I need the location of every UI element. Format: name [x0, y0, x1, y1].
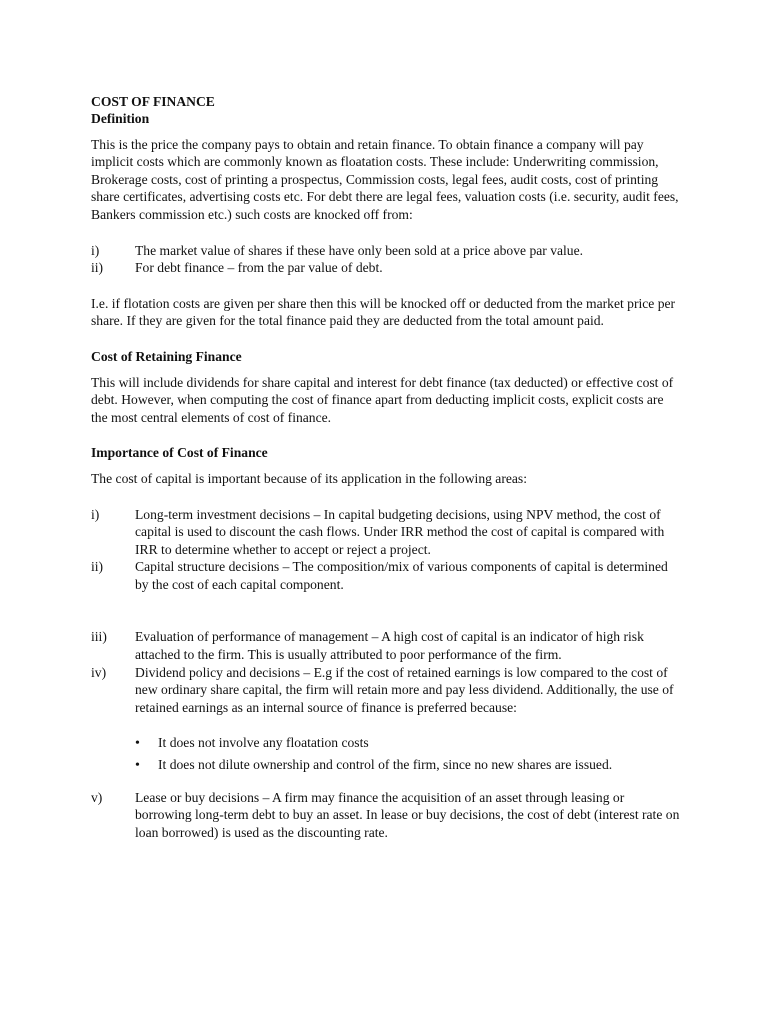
list-item-text: Evaluation of performance of management – A high cost of capital is an indicator of high risk attached to the firm. This is usually attributed to poor performance of the firm. [135, 629, 644, 663]
list-item-number: iii) [91, 629, 107, 645]
list-item [91, 506, 683, 559]
list-item-number: ii) [91, 559, 104, 575]
bullet-icon [135, 734, 158, 753]
definition-paragraph: This is the price the company pays to obtain and retain finance. To obtain finance a company will pay implicit costs which are commonly known as floatation costs. These include: Underwriting commission, Brokerage costs, cost of printing a prospectus, Commission costs, legal fees, audit costs, cost of printing share certificates, advertising costs etc. For debt there are legal fees, valuation costs (i.e. security, audit fees, Bankers commission etc.) such costs are knocked off from: [91, 136, 679, 222]
bullet-list [91, 734, 683, 774]
list-item-number: i) [91, 242, 100, 258]
list-item [91, 789, 683, 842]
list-item [91, 664, 683, 717]
list-item-number: v) [91, 789, 103, 805]
list-item [91, 259, 683, 277]
importance-intro: The cost of capital is important because of its application in the following areas: [91, 470, 528, 486]
list-item [91, 242, 683, 260]
importance-list [91, 506, 683, 842]
bullet-icon [135, 756, 158, 775]
list-item-text: Long-term investment decisions – In capital budgeting decisions, using NPV method, the cost of capital is used to discount the cash flows. Under IRR method the cost of capital is compared with IRR to determine whether to accept or reject a project. [135, 506, 665, 557]
list-item-number: i) [91, 506, 100, 522]
bullet-item [135, 756, 683, 775]
list-item-number: iv) [91, 664, 107, 680]
list-item-text: The market value of shares if these have only been sold at a price above par value. [135, 242, 584, 258]
list-item [91, 628, 683, 663]
bullet-item [135, 734, 683, 753]
list-item-text: For debt finance – from the par value of debt. [135, 260, 383, 276]
retaining-heading: Cost of Retaining Finance [91, 348, 242, 364]
list-item-text: Lease or buy decisions – A firm may finance the acquisition of an asset through leasing or borrowing long-term debt to buy an asset. In lease or buy decisions, the cost of debt (interest rate on loan borrowed) is used as the discounting rate. [135, 789, 680, 840]
list-item-number: ii) [91, 260, 104, 276]
definition-list [91, 242, 683, 277]
list-item-text: Capital structure decisions – The composition/mix of various components of capital is determined by the cost of each capital component. [135, 559, 668, 592]
flotation-paragraph: I.e. if flotation costs are given per share then this will be knocked off or deducted from the market price per share. If they are given for the total finance paid they are deducted from the total amount paid. [91, 295, 676, 329]
list-item [91, 558, 683, 593]
retaining-paragraph: This will include dividends for share capital and interest for debt finance (tax deducted) or effective cost of debt. However, when computing the cost of finance apart from deducting implicit costs, explicit costs are the most central elements of cost of finance. [91, 374, 674, 425]
document-page [91, 93, 683, 841]
importance-heading: Importance of Cost of Finance [91, 445, 268, 461]
list-item-text: Dividend policy and decisions – E.g if the cost of retained earnings is low compared to the cost of new ordinary share capital, the firm will retain more and pay less dividend. Additionally, the use of retained earnings as an internal source of finance is preferred because: [135, 664, 674, 715]
bullet-text: It does not dilute ownership and control of the firm, since no new shares are issued. [158, 757, 613, 773]
definition-heading: Definition [91, 111, 150, 126]
bullet-text: It does not involve any floatation costs [158, 735, 369, 751]
document-title: COST OF FINANCE [91, 94, 215, 109]
